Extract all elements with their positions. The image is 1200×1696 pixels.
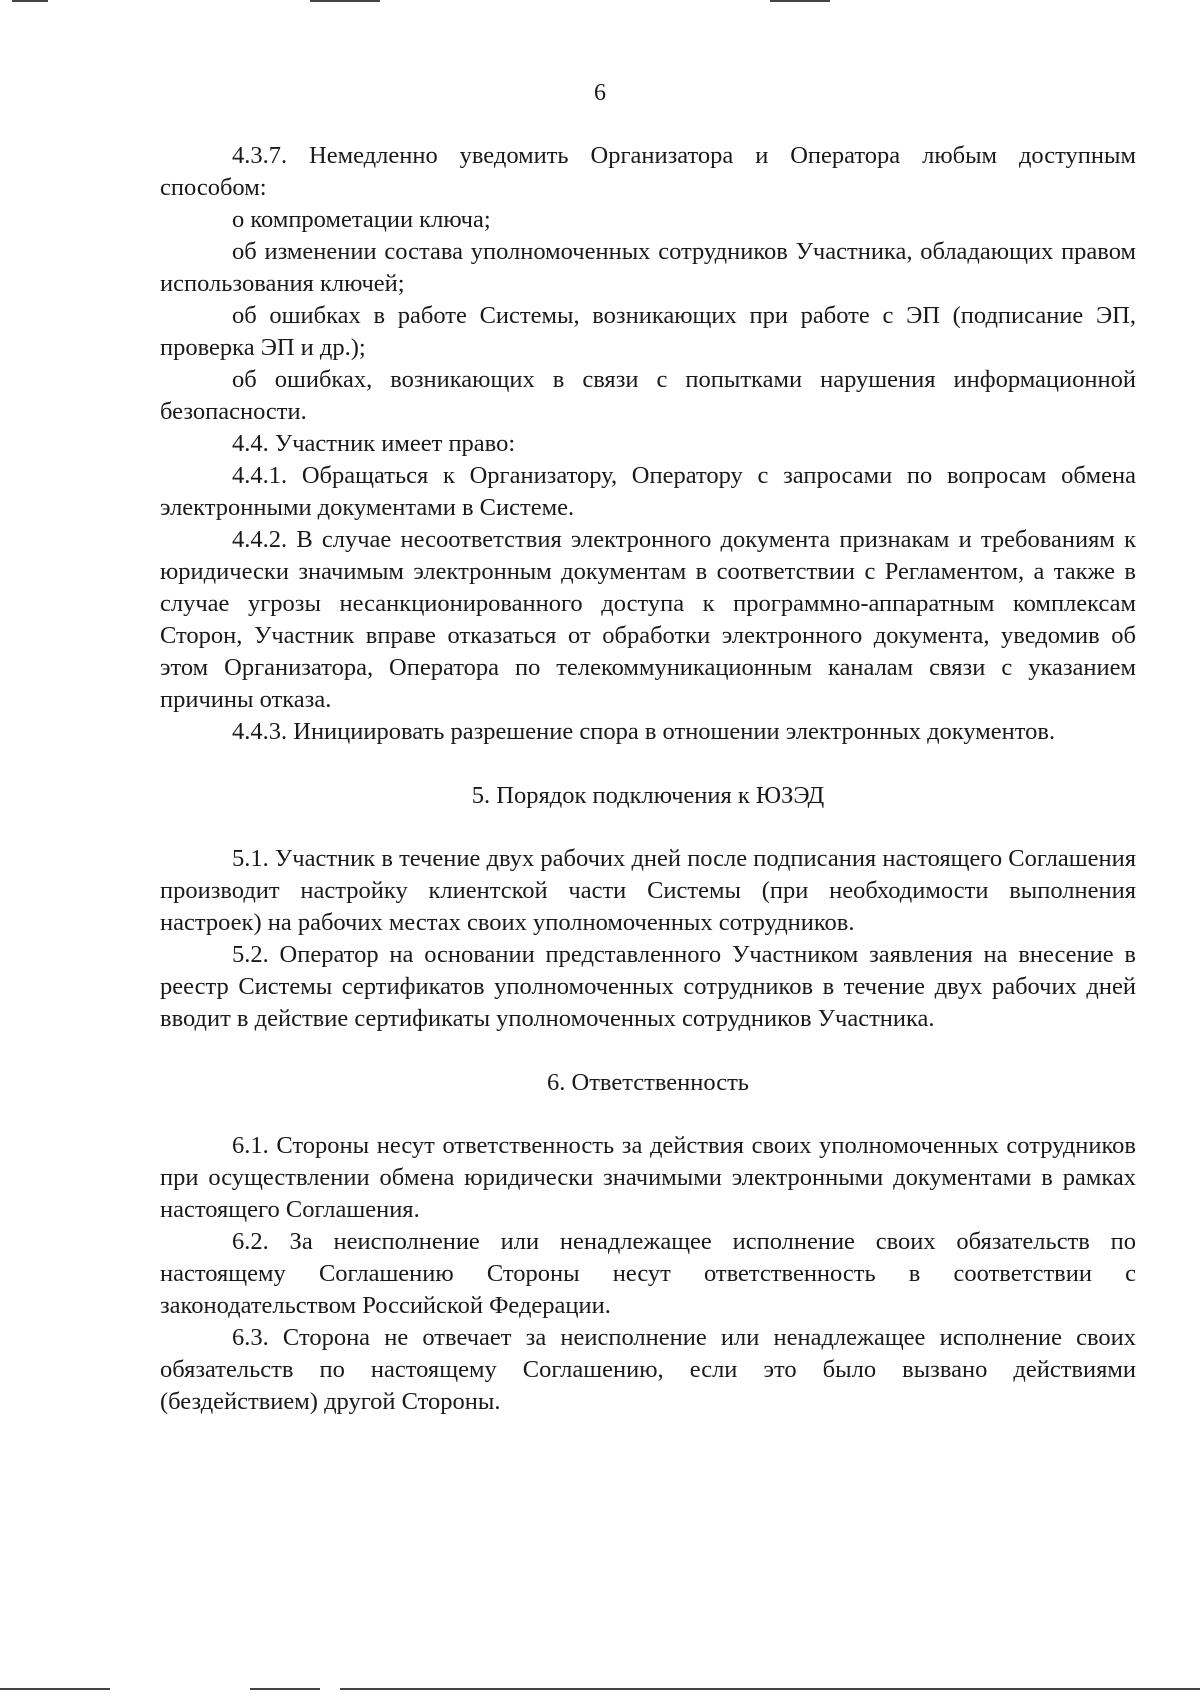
paragraph: 4.4.2. В случае несоответствия электронного документа признакам и требованиям к юридически значимым электронным документам в соответствии с Регламентом, а также в случае угрозы несанкционированного доступа к программно-аппаратным комплексам Сторон, Участник вправе отказаться от обработки электронного документа, уведомив об этом Организатора, Оператора по телекоммуникационным каналам связи с указанием причины отказа. xyxy=(160,526,1136,713)
paragraph: 6.2. За неисполнение или ненадлежащее исполнение своих обязательств по настоящему Соглашению Стороны несут ответственность в соответствии с законодательством Российской Федерации. xyxy=(160,1228,1136,1319)
paragraph: 6.1. Стороны несут ответственность за действия своих уполномоченных сотрудников при осуществлении обмена юридически значимыми электронными документами в рамках настоящего Соглашения. xyxy=(160,1132,1136,1223)
paragraph: 4.4.3. Инициировать разрешение спора в отношении электронных документов. xyxy=(232,718,1056,745)
paragraph: 5.2. Оператор на основании представленного Участником заявления на внесение в реестр Системы сертификатов уполномоченных сотрудников в течение двух рабочих дней вводит в действие сертификаты уполномоченных сотрудников Участника. xyxy=(160,941,1136,1032)
scan-edge-line xyxy=(340,1688,1200,1690)
document-body xyxy=(160,140,1136,1418)
paragraph: 4.4.1. Обращаться к Организатору, Оператору с запросами по вопросам обмена электронными документами в Системе. xyxy=(160,462,1136,521)
scan-edge-line xyxy=(310,0,380,2)
scan-edge-line xyxy=(0,1688,110,1690)
paragraph: об ошибках в работе Системы, возникающих при работе с ЭП (подписание ЭП, проверка ЭП и др.); xyxy=(160,302,1136,361)
section-heading: 5. Порядок подключения к ЮЗЭД xyxy=(471,782,825,809)
paragraph: о компрометации ключа; xyxy=(232,206,491,233)
paragraph: 4.4. Участник имеет право: xyxy=(232,430,516,457)
scan-edge-line xyxy=(250,1688,320,1690)
paragraph: 5.1. Участник в течение двух рабочих дней после подписания настоящего Соглашения производит настройку клиентской части Системы (при необходимости выполнения настроек) на рабочих местах своих уполномоченных сотрудников. xyxy=(160,845,1136,936)
scan-edge-line xyxy=(770,0,830,2)
scan-edge-line xyxy=(12,0,48,2)
page-number: 6 xyxy=(594,80,606,106)
paragraph: об изменении состава уполномоченных сотрудников Участника, обладающих правом использования ключей; xyxy=(160,238,1136,297)
paragraph: 4.3.7. Немедленно уведомить Организатора и Оператора любым доступным способом: xyxy=(160,142,1136,201)
section-heading: 6. Ответственность xyxy=(547,1069,749,1096)
paragraph: об ошибках, возникающих в связи с попытками нарушения информационной безопасности. xyxy=(160,366,1136,425)
paragraph: 6.3. Сторона не отвечает за неисполнение или ненадлежащее исполнение своих обязательств по настоящему Соглашению, если это было вызвано действиями (бездействием) другой Стороны. xyxy=(160,1324,1136,1415)
